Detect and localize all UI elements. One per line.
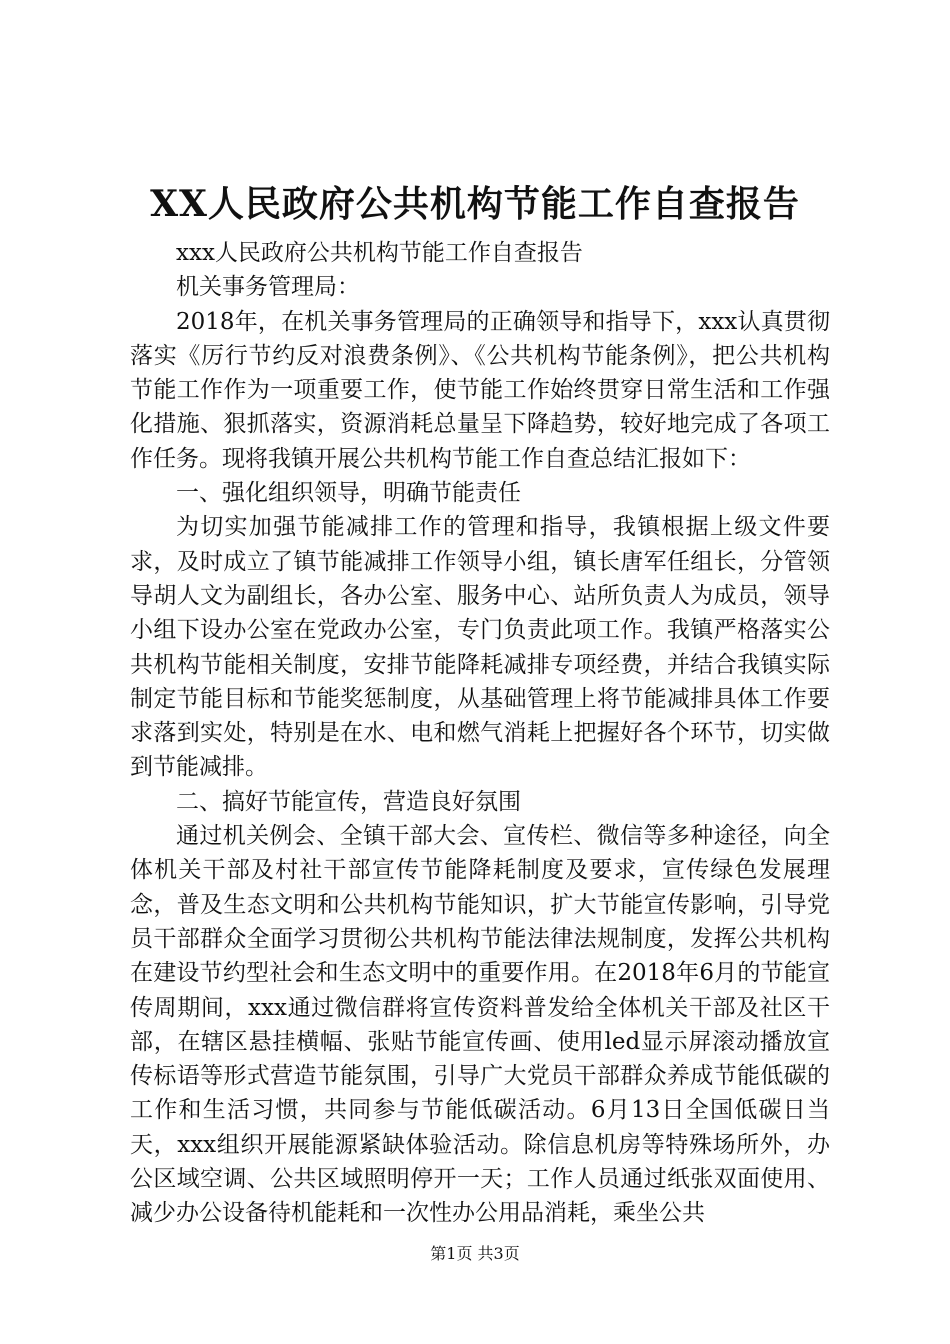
- paragraph-section-1: 为切实加强节能减排工作的管理和指导，我镇根据上级文件要求，及时成立了镇节能减排工作领导小组，镇长唐军任组长，分管领导胡人文为副组长，各办公室、服务中心、站所负责人为成员，领导小组下设办公室在党政办公室，专门负责此项工作。我镇严格落实公共机构节能相关制度，安排节能降耗减排专项经费，并结合我镇实际制定节能目标和节能奖惩制度，从基础管理上将节能减排具体工作要求落到实处，特别是在水、电和燃气消耗上把握好各个环节，切实做到节能减排。: [130, 514, 830, 781]
- paragraph-intro: 2018年，在机关事务管理局的正确领导和指导下，xxx认真贯彻落实《厉行节约反对浪费条例》、《公共机构节能条例》，把公共机构节能工作作为一项重要工作，使节能工作始终贯穿日常生活和工作强化措施、狠抓落实，资源消耗总量呈下降趋势，较好地完成了各项工作任务。现将我镇开展公共机构节能工作自查总结汇报如下：: [130, 308, 830, 472]
- paragraph-subtitle: xxx人民政府公共机构节能工作自查报告: [176, 240, 583, 266]
- document-body: [130, 236, 830, 1231]
- paragraph-addressee: 机关事务管理局：: [176, 274, 360, 301]
- document-title: XX人民政府公共机构节能工作自查报告: [150, 183, 800, 225]
- page-number-footer: 第1页 共3页: [430, 1244, 520, 1263]
- section-heading-1: 一、强化组织领导，明确节能责任: [176, 480, 521, 507]
- paragraph-section-2: 通过机关例会、全镇干部大会、宣传栏、微信等多种途径，向全体机关干部及村社干部宣传节能降耗制度及要求，宣传绿色发展理念，普及生态文明和公共机构节能知识，扩大节能宣传影响，引导党员干部群众全面学习贯彻公共机构节能法律法规制度，发挥公共机构在建设节约型社会和生态文明中的重要作用。在2018年6月的节能宣传周期间，xxx通过微信群将宣传资料普发给全体机关干部及社区干部，在辖区悬挂横幅、张贴节能宣传画、使用led显示屏滚动播放宣传标语等形式营造节能氛围，引导广大党员干部群众养成节能低碳的工作和生活习惯，共同参与节能低碳活动。6月13日全国低碳日当天，xxx组织开展能源紧缺体验活动。除信息机房等特殊场所外，办公区域空调、公共区域照明停开一天；工作人员通过纸张双面使用、减少办公设备待机能耗和一次性办公用品消耗，乘坐公共: [130, 823, 830, 1227]
- section-heading-2: 二、搞好节能宣传，营造良好氛围: [176, 788, 521, 815]
